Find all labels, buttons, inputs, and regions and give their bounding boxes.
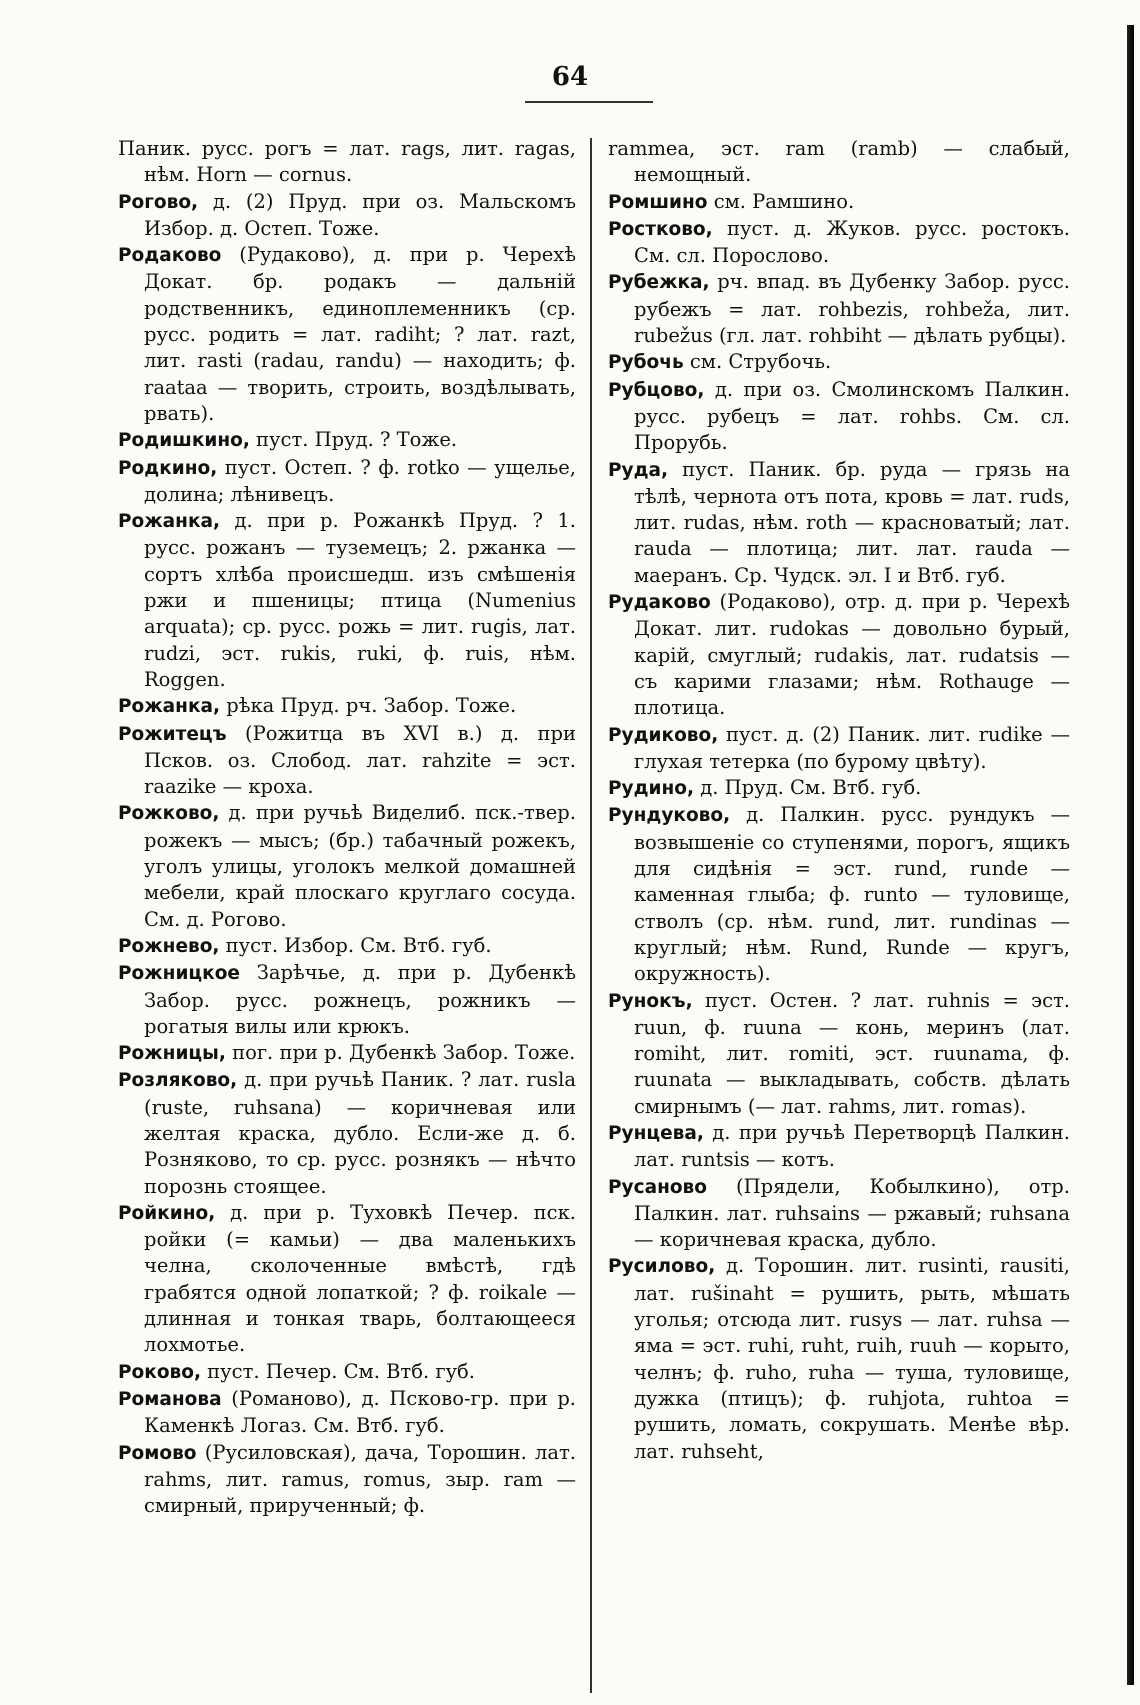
entry-headword: Русаново [608,1176,707,1198]
dictionary-entry [118,136,576,189]
entry-headword: Розляково, [118,1070,238,1092]
dictionary-entry [118,427,576,454]
entry-headword: Рунцева, [608,1122,704,1144]
entry-headword: Руда, [608,459,669,481]
entry-headword: Ройкино, [118,1202,216,1224]
entry-headword: Рудаково [608,592,711,614]
entry-text: пуст. д. Жуков. русс. ростокъ. См. сл. Порослово. [634,216,1070,268]
entry-headword: Роково, [118,1361,201,1383]
entry-headword: Рудино, [608,778,695,800]
entry-text: (Романово), д. Псково-гр. при р. Каменкѣ Логаз. См. Втб. губ. [144,1386,576,1438]
entry-headword: Родкино, [118,457,218,479]
entry-text: пуст. Печер. См. Втб. губ. [200,1359,475,1383]
entry-text: пуст. д. (2) Паник. лит. rudike — глухая тетерка (по бурому цвѣту). [634,722,1070,773]
entry-text: д. при р. Рожанкѣ Пруд. ? 1. русс. рожанъ — туземецъ; 2. ржанка — сортъ хлѣба происшедш. изъ смѣшенія ржи и пшеницы; птица (Numenius arquata); ср. русс. рожь = лит. rugis, лат. rudzi, эст. rukis, ruki, ф. ruis, нѣм. Roggen. [144,509,576,691]
dictionary-entry [118,1386,576,1440]
entry-text: (Рудаково), д. при р. Черехѣ Докат. бр. родакъ — дальній родственникъ, единоплеменникъ (ср. русс. родить = лат. radiht; ? лат. razt, лит. rasti (radau, randu) — находить; ф. raataa — творить, строить, воздѣлывать, рвать). [144,243,576,425]
dictionary-entry [608,216,1070,270]
dictionary-entry [608,457,1070,589]
entry-text: (Русиловская), дача, Торошин. лат. rahms, лит. ramus, romus, зыр. ram — смирный, прирученный; ф. [144,1440,576,1518]
entry-headword: Рудиково, [608,724,719,746]
entry-text: пуст. Пруд. ? Тоже. [249,428,458,452]
dictionary-entry [118,1440,576,1520]
entry-text: Паник. русс. рогъ = лат. rags, лит. ragas, нѣм. Horn — cornus. [118,137,576,187]
entry-text: rammea, эст. ram (ramb) — слабый, немощный. [608,137,1070,187]
column-divider [590,138,592,1693]
dictionary-entry [118,508,576,693]
entry-headword: Романова [118,1388,222,1410]
entry-text: пуст. Избор. См. Втб. губ. [219,933,492,957]
entry-text: (Рожитца въ XVI в.) д. при Псков. оз. Слобод. лат. rahzite = эст. raazike — кроха. [144,721,576,799]
dictionary-entry [118,189,576,243]
dictionary-entry [118,800,576,932]
entry-text: пуст. Остен. ? лат. ruhnis = эст. ruun, ф. ruuna — конь, меринъ (лат. romiht, лит. romiti, эст. ruunama, ф. ruunata — выкладывать, собств. дѣлать смирнымъ (— лат. rahms, лит. romas). [634,988,1070,1118]
entry-text: д. при ручьѣ Паник. ? лат. rusla (ruste, ruhsana) — коричневая или желтая краска, дубло. Если-же д. б. Розняково, то ср. русс. рознякъ — нѣчто порознь стоящее. [144,1068,576,1198]
entry-text: д. Пруд. См. Втб. губ. [694,776,922,800]
dictionary-entry [118,960,576,1040]
entry-headword: Рунокъ, [608,990,693,1012]
dictionary-entry [608,1120,1070,1174]
entry-text: д. (2) Пруд. при оз. Мальскомъ Избор. д. Остеп. Тоже. [144,189,576,240]
entry-headword: Рожницкое [118,963,240,985]
entry-text: д. при ручьѣ Виделиб. пск.-твер. рожекъ — мысъ; (бр.) табачный рожекъ, уголъ улицы, уголокъ мелкой домашней мебели, край плоскаго круглаго сосуда. См. д. Рогово. [144,801,576,931]
entry-headword: Рожнево, [118,935,220,957]
page-number-rule [525,101,653,103]
entry-headword: Рубочь [608,352,684,374]
entry-text: д. при р. Туховкѣ Печер. пск. ройки (= камьи) — два маленькихъ челна, сколоченные вмѣстѣ, гдѣ грабятся одной лопаткой; ? ф. roikale — длинная и тонкая тварь, болтающееся лохмотье. [144,1200,576,1357]
dictionary-entry [118,455,576,509]
entry-text: пуст. Остеп. ? ф. rotko — ущелье, долина; лѣнивецъ. [144,455,576,506]
entry-headword: Рожанка, [118,511,221,533]
entry-headword: Рожитецъ [118,723,227,745]
entry-text: (Родаково), отр. д. при р. Черехѣ Докат. лит. rudokas — довольно бурый, карій, смуглый; rudakis, лат. rudatsis — съ карими глазами; нѣм. Rothauge — плотица. [634,590,1070,720]
dictionary-entry [118,1359,576,1386]
dictionary-entry [118,693,576,720]
entry-headword: Ромово [118,1442,197,1464]
entry-text: д. при ручьѣ Перетворцѣ Палкин. лат. runtsis — котъ. [634,1120,1070,1172]
entry-text: рч. впад. въ Дубенку Забор. русс. рубежъ = лат. rohbezis, rohbeža, лит. rubežus (гл. лат. rohbiht — дѣлать рубцы). [634,270,1070,348]
dictionary-entry [608,589,1070,721]
dictionary-entry [608,775,1070,802]
entry-headword: Рундуково, [608,805,731,827]
entry-headword: Рубцово, [608,379,705,401]
entry-text: д. Палкин. русс. рундукъ — возвышеніе со ступенями, порогъ, ящикъ для сидѣнія = эст. rund, runde — каменная глыба; ф. runto — туловище, стволъ (ср. нѣм. rund, лит. rundinas — круглый; нѣм. Rund, Runde — кругъ, окружность). [634,803,1070,986]
entry-text: пог. при р. Дубенкѣ Забор. Тоже. [225,1041,576,1065]
dictionary-entry [608,269,1070,349]
dictionary-entry [118,1067,576,1199]
dictionary-entry [608,722,1070,776]
entry-headword: Рубежка, [608,272,710,294]
dictionary-entry [608,189,1070,216]
entry-headword: Русилово, [608,1256,716,1278]
entry-text: Зарѣчье, д. при р. Дубенкѣ Забор. русс. рожнецъ, рожникъ — рогатыя вилы или крюкъ. [144,961,576,1038]
entry-headword: Родишкино, [118,430,250,452]
dictionary-entry [118,242,576,427]
entry-headword: Рожково, [118,803,220,825]
entry-text: рѣка Пруд. рч. Забор. Тоже. [220,694,517,718]
dictionary-entry [608,1174,1070,1254]
entry-headword: Рогово, [118,191,199,213]
entry-headword: Рожанка, [118,696,221,718]
entry-headword: Родаково [118,245,222,267]
dictionary-entry [118,933,576,960]
page-edge-shadow [1127,25,1134,1685]
dictionary-entry [118,1200,576,1359]
dictionary-entry [608,136,1070,189]
left-column [118,136,576,1519]
entry-text: д. Торошин. лит. rusinti, rausiti, лат. rušinaht = рушить, рыть, мѣшать уголья; отсюда лит. rusys — лат. ruhsa — яма = эст. ruhi, ruht, ruih, ruuh — корыто, челнъ; ф. ruho, ruha — туша, туловище, дужка (птицъ); ф. ruhjota, ruhtoa = рушить, ломать, сокрушать. Менѣе вѣр. лат. ruhseht, [634,1254,1070,1463]
entry-text: пуст. Паник. бр. руда — грязь на тѣлѣ, чернота отъ пота, кровь = лат. ruds, лит. rudas, нѣм. roth — красноватый; лат. rauda — плотица; лит. лат. rauda — маеранъ. Ср. Чудск. эл. I и Втб. губ. [634,457,1070,587]
entry-headword: Ромшино [608,191,708,213]
dictionary-entry [608,802,1070,987]
page-number: 64 [551,62,589,92]
entry-text: д. при оз. Смолинскомъ Палкин. русс. рубецъ = лат. rohbs. См. сл. Прорубь. [634,377,1070,455]
dictionary-entry [118,1040,576,1067]
dictionary-entry [608,988,1070,1120]
dictionary-entry [608,1253,1070,1464]
dictionary-entry [608,349,1070,376]
entry-headword: Ростково, [608,218,713,240]
dictionary-entry [608,377,1070,457]
right-column [608,136,1070,1465]
entry-headword: Рожницы, [118,1043,226,1065]
entry-text: см. Рамшино. [707,189,855,213]
entry-text: см. Струбочь. [683,350,832,374]
dictionary-entry [118,721,576,801]
entry-text: (Прядели, Кобылкино), отр. Палкин. лат. ruhsains — ржавый; ruhsana — коричневая краска, дубло. [634,1174,1070,1252]
